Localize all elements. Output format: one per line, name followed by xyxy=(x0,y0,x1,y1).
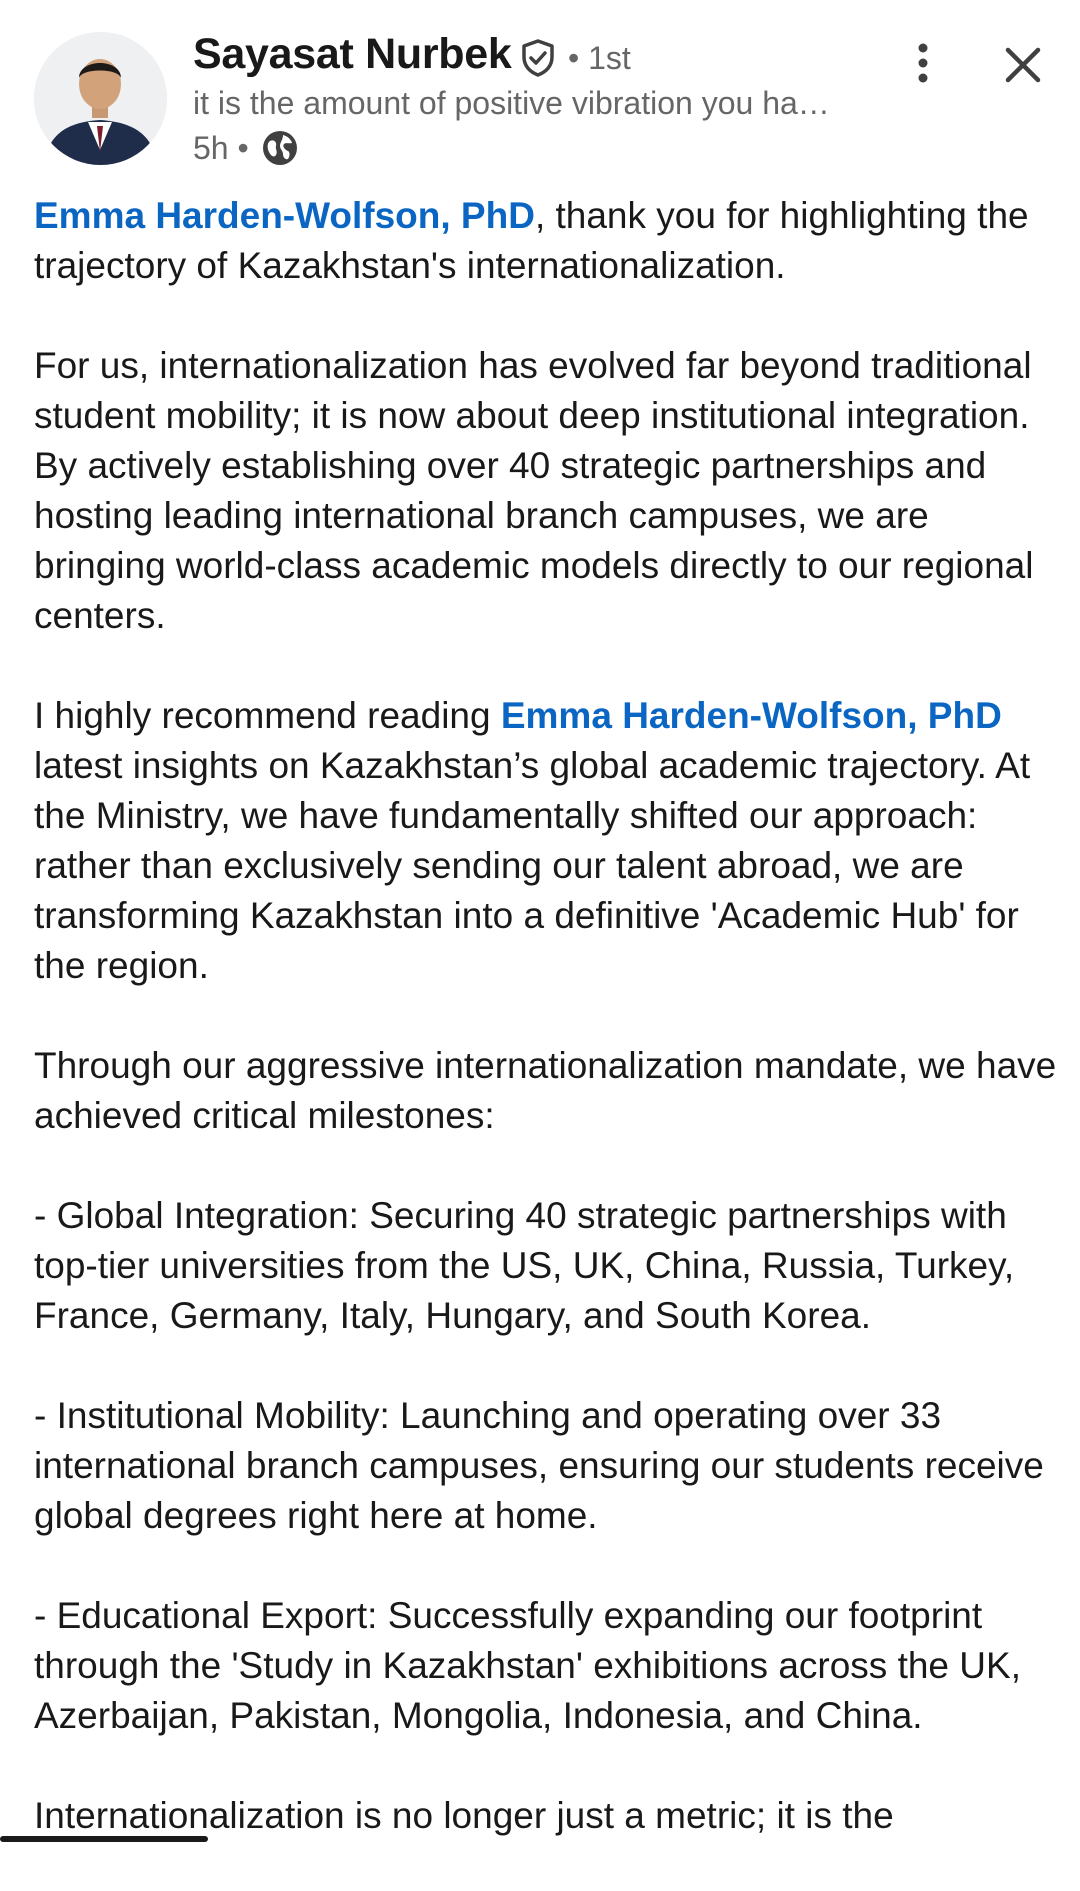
avatar-portrait xyxy=(34,32,167,165)
post-text: I highly recommend reading xyxy=(34,695,501,736)
post-paragraph: - Institutional Mobility: Launching and operating over 33 international branch campuses, ensuring our students receive global degrees right here at home. xyxy=(34,1395,1044,1536)
home-indicator[interactable] xyxy=(0,1836,208,1842)
post-paragraph xyxy=(34,191,1064,291)
mention-link[interactable]: Emma Harden-Wolfson, PhD xyxy=(500,695,1002,736)
more-vertical-icon[interactable] xyxy=(900,40,946,86)
post-paragraph xyxy=(34,691,1064,991)
close-icon[interactable] xyxy=(1000,42,1046,88)
post-paragraph: Internationalization is no longer just a metric; it is the xyxy=(34,1795,894,1836)
globe-icon xyxy=(261,129,299,167)
post-paragraph: For us, internationalization has evolved far beyond traditional student mobility; it is now about deep institutional integration. By actively establishing over 40 strategic partnerships and hosting leading international branch campuses, we are bringing world-class academic models directly to our regional centers. xyxy=(34,345,1034,636)
post-body xyxy=(34,191,1064,1891)
post-text: , thank you for highlighting the trajectory of Kazakhstan's internationalization. xyxy=(34,195,1029,286)
avatar[interactable] xyxy=(34,32,167,165)
post-paragraph: - Educational Export: Successfully expanding our footprint through the 'Study in Kazakhstan' exhibitions across the UK, Azerbaijan, Pakistan, Mongolia, Indonesia, and China. xyxy=(34,1595,1021,1736)
verified-shield-icon xyxy=(518,38,558,78)
post-time: 5h • xyxy=(193,130,249,166)
post-paragraph: - Global Integration: Securing 40 strategic partnerships with top-tier universities from the US, UK, China, Russia, Turkey, France, Germany, Italy, Hungary, and South Korea. xyxy=(34,1195,1015,1336)
author-headline: it is the amount of positive vibration you ha… xyxy=(193,85,830,121)
post-text: latest insights on Kazakhstan’s global academic trajectory. At the Ministry, we have fundamentally shifted our approach: rather than exclusively sending our talent abroad, we are transforming Kazakhstan into a definitive 'Academic Hub' for the region. xyxy=(34,745,1031,986)
author-name[interactable]: Sayasat Nurbek xyxy=(193,30,512,78)
post-paragraph: Through our aggressive internationalization mandate, we have achieved critical milestones: xyxy=(34,1045,1057,1136)
connection-degree: • 1st xyxy=(568,40,631,76)
mention-link[interactable]: Emma Harden-Wolfson, PhD xyxy=(34,195,535,236)
post-header xyxy=(0,0,1080,180)
